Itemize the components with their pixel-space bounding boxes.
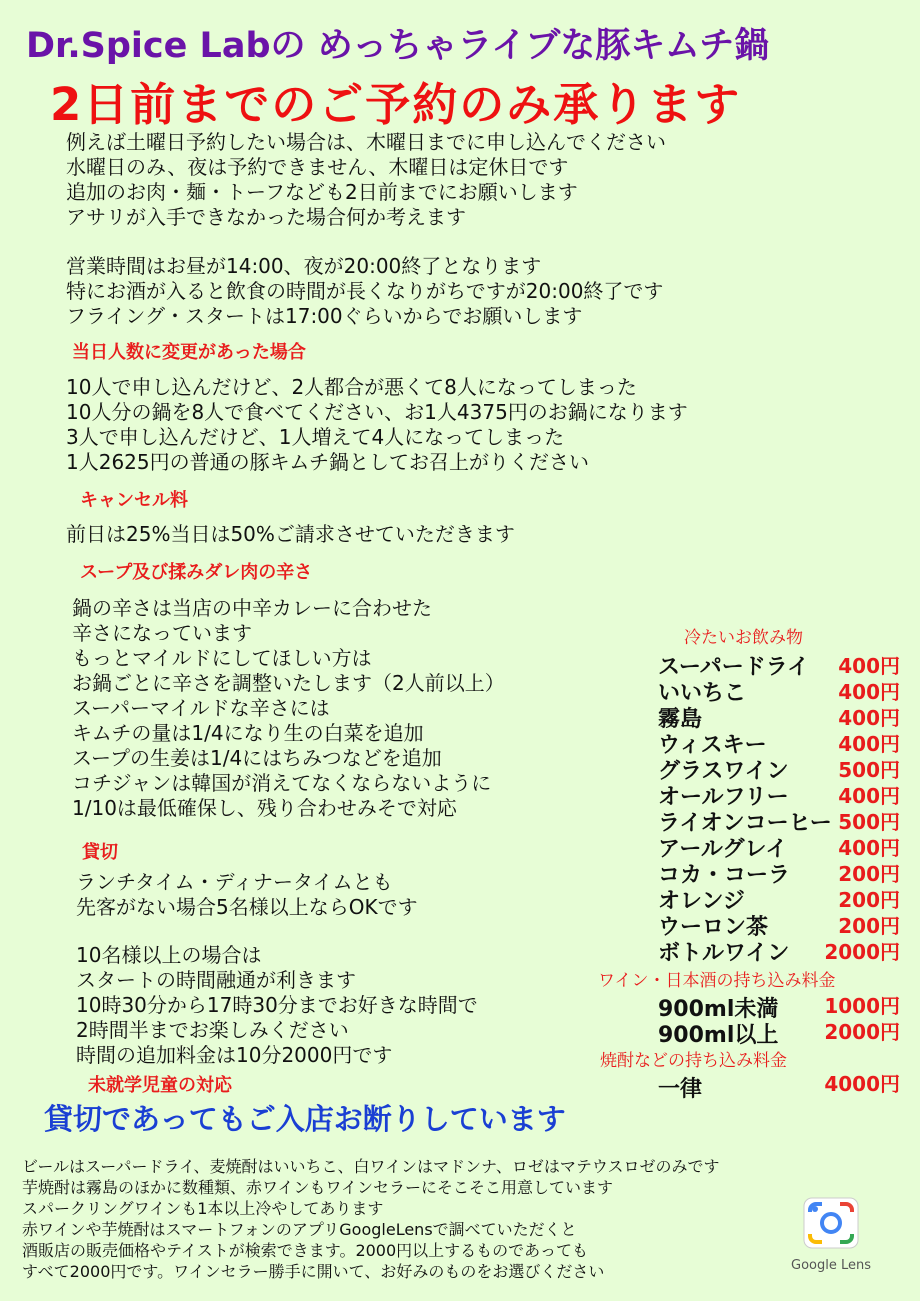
drink-name: ウーロン茶 bbox=[658, 915, 769, 940]
hours-line: フライング・スタートは17:00ぐらいからでお願いします bbox=[66, 304, 583, 328]
change-line: 1人2625円の普通の豚キムチ鍋としてお召上がりください bbox=[66, 450, 590, 474]
drink-price: 400円 bbox=[838, 732, 900, 756]
bottom-line: 芋焼酎は霧島のほかに数種類、赤ワインもワインセラーにそこそこ用意しています bbox=[22, 1178, 614, 1197]
drink-name: ウィスキー bbox=[658, 733, 767, 758]
hours-block bbox=[66, 254, 663, 329]
private-line: ランチタイム・ディナータイムとも bbox=[76, 870, 393, 894]
spice-line: キムチの量は1/4になり生の白菜を追加 bbox=[72, 721, 424, 745]
bottom-line: ビールはスーパードライ、麦焼酎はいいちこ、白ワインはマドンナ、ロゼはマテウスロゼのみです bbox=[22, 1157, 720, 1176]
drink-price: 200円 bbox=[838, 914, 900, 938]
corkage-price: 2000円 bbox=[824, 1020, 900, 1044]
spice-line: お鍋ごとに辛さを調整いたします（2人前以上） bbox=[72, 671, 505, 695]
private-heading: 貸切 bbox=[82, 842, 118, 863]
google-lens-logo bbox=[786, 1196, 876, 1273]
drink-price: 400円 bbox=[838, 680, 900, 704]
spice-block bbox=[72, 596, 505, 821]
drink-price: 400円 bbox=[838, 836, 900, 860]
google-lens-label: Google Lens bbox=[791, 1258, 871, 1273]
shochu-price: 4000円 bbox=[824, 1072, 900, 1096]
drink-price: 500円 bbox=[838, 758, 900, 782]
change-heading: 当日人数に変更があった場合 bbox=[72, 342, 306, 363]
drink-price: 500円 bbox=[838, 810, 900, 834]
change-line: 10人分の鍋を8人で食べてください、お1人4375円のお鍋になります bbox=[66, 400, 688, 424]
group-line: 10時30分から17時30分までお好きな時間で bbox=[76, 993, 478, 1017]
spice-line: もっとマイルドにしてほしい方は bbox=[72, 646, 372, 670]
drink-name: オレンジ bbox=[658, 889, 745, 914]
shochu-heading: 焼酎などの持ち込み料金 bbox=[600, 1051, 787, 1071]
group-line: 2時間半までお楽しみください bbox=[76, 1018, 349, 1042]
spice-line: スーパーマイルドな辛さには bbox=[72, 696, 330, 720]
intro-line: 水曜日のみ、夜は予約できません、木曜日は定休日です bbox=[66, 155, 569, 179]
drink-price: 400円 bbox=[838, 654, 900, 678]
bottom-line: 酒販店の販売価格やテイストが検索できます。2000円以上するものであっても bbox=[22, 1241, 588, 1260]
bottom-line: すべて2000円です。ワインセラー勝手に開いて、お好みのものをお選びください bbox=[22, 1262, 605, 1281]
spice-heading: スープ及び揉みダレ肉の辛さ bbox=[80, 562, 313, 583]
intro-line: 追加のお肉・麺・トーフなども2日前までにお願いします bbox=[66, 180, 578, 204]
children-heading: 未就学児童の対応 bbox=[88, 1075, 232, 1096]
change-block bbox=[66, 375, 688, 475]
intro-line: アサリが入手できなかった場合何か考えます bbox=[66, 205, 466, 229]
drink-name: コカ・コーラ bbox=[658, 863, 791, 888]
corkage-name: 900ml未満 bbox=[658, 997, 779, 1022]
spice-line: 1/10は最低確保し、残り合わせみそで対応 bbox=[72, 796, 457, 820]
cancel-heading: キャンセル料 bbox=[80, 490, 188, 511]
page-title: Dr.Spice Labの めっちゃライブな豚キムチ鍋 bbox=[26, 26, 770, 66]
intro-line: 例えば土曜日予約したい場合は、木曜日までに申し込んでください bbox=[66, 130, 666, 154]
corkage-name: 900ml以上 bbox=[658, 1023, 779, 1048]
spice-line: コチジャンは韓国が消えてなくならないように bbox=[72, 771, 492, 795]
drinks-heading: 冷たいお飲み物 bbox=[684, 628, 803, 648]
drink-price: 2000円 bbox=[824, 940, 900, 964]
drink-name: いいちこ bbox=[658, 681, 747, 706]
drink-price: 200円 bbox=[838, 862, 900, 886]
drink-name: アールグレイ bbox=[658, 837, 788, 862]
drink-name: ボトルワイン bbox=[658, 941, 790, 966]
spice-line: スープの生姜は1/4にはちみつなどを追加 bbox=[72, 746, 442, 770]
drink-price: 400円 bbox=[838, 706, 900, 730]
bottom-notes bbox=[22, 1156, 719, 1282]
hours-line: 営業時間はお昼が14:00、夜が20:00終了となります bbox=[66, 254, 542, 278]
shochu-name: 一律 bbox=[658, 1077, 703, 1102]
reservation-headline: 2日前までのご予約のみ承ります bbox=[50, 78, 742, 131]
change-line: 10人で申し込んだけど、2人都合が悪くて8人になってしまった bbox=[66, 375, 637, 399]
drink-price: 200円 bbox=[838, 888, 900, 912]
corkage-price: 1000円 bbox=[824, 994, 900, 1018]
group-line: 時間の追加料金は10分2000円です bbox=[76, 1043, 393, 1067]
change-line: 3人で申し込んだけど、1人増えて4人になってしまった bbox=[66, 425, 565, 449]
hours-line: 特にお酒が入ると飲食の時間が長くなりがちですが20:00終了です bbox=[66, 279, 664, 303]
drink-name: 霧島 bbox=[658, 707, 703, 732]
private-block bbox=[76, 870, 418, 920]
drink-name: オールフリー bbox=[658, 785, 789, 810]
cancel-line: 前日は25%当日は50%ご請求させていただきます bbox=[66, 522, 515, 546]
drink-name: グラスワイン bbox=[658, 759, 789, 784]
drink-name: ライオンコーヒー bbox=[658, 811, 832, 836]
drink-name: スーパードライ bbox=[658, 655, 810, 680]
intro-block bbox=[66, 130, 666, 230]
group-line: 10名様以上の場合は bbox=[76, 943, 262, 967]
bottom-line: 赤ワインや芋焼酎はスマートフォンのアプリGoogleLensで調べていただくと bbox=[22, 1220, 577, 1239]
group-block bbox=[76, 943, 478, 1068]
google-lens-icon bbox=[802, 1196, 860, 1250]
bottom-line: スパークリングワインも1本以上冷やしてあります bbox=[22, 1199, 384, 1218]
spice-line: 鍋の辛さは当店の中辛カレーに合わせた bbox=[72, 596, 432, 620]
drink-price: 400円 bbox=[838, 784, 900, 808]
corkage-heading: ワイン・日本酒の持ち込み料金 bbox=[598, 971, 836, 991]
group-line: スタートの時間融通が利きます bbox=[76, 968, 356, 992]
private-line: 先客がない場合5名様以上ならOKです bbox=[76, 895, 418, 919]
spice-line: 辛さになっています bbox=[72, 621, 252, 645]
children-notice: 貸切であってもご入店お断りしています bbox=[44, 1102, 566, 1136]
